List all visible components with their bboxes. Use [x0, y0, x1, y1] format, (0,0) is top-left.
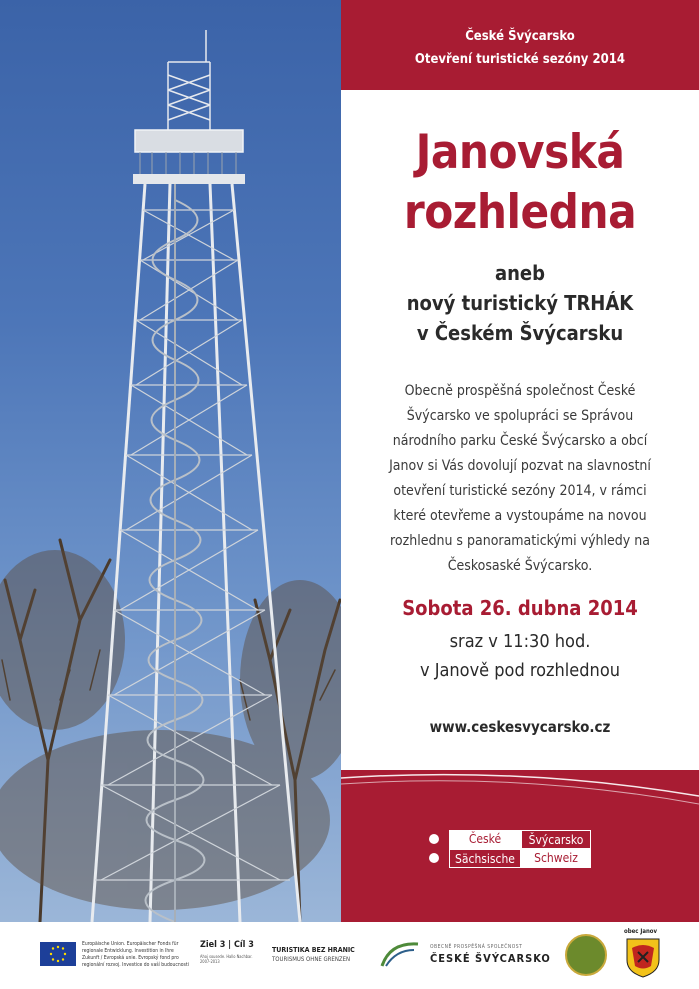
subtitle: [341, 258, 699, 348]
ops-swoosh-icon: [380, 938, 424, 970]
body-line-5: otevření turistické sezóny 2014, v rámci: [393, 483, 647, 499]
tower-photo: [0, 0, 341, 922]
title-line-2: rozhledna: [403, 185, 637, 240]
header-event: Otevření turistické sezóny 2014: [414, 52, 626, 67]
event-details: [341, 627, 699, 685]
eu-text: Europäische Union. Europäischer Fonds für regionale Entwicklung. Investition in Ihre Zukunft / Evropská unie. Evropský fond pro regionální rozvoj. Investice do vaší budoucnosti: [82, 941, 189, 968]
ops-small-text: OBECNĚ PROSPĚŠNÁ SPOLEČNOST: [430, 944, 523, 950]
title-line-1: Janovská: [415, 125, 625, 180]
header-band: [341, 0, 699, 90]
invitation-panel: [341, 0, 699, 922]
national-park-badge-icon: [565, 934, 607, 976]
invitation-text: [355, 379, 685, 579]
subtitle-line-1: aneb: [494, 261, 546, 285]
ziel-logo: Ziel 3 | Cíl 3: [200, 940, 254, 950]
page-title: [341, 123, 699, 243]
body-line-8: Českosaské Švýcarsko.: [447, 558, 593, 574]
tourism-subtitle: TOURISMUS OHNE GRENZEN: [272, 956, 351, 963]
region-logo: [439, 830, 597, 870]
event-time: sraz v 11:30 hod.: [449, 631, 591, 652]
header-region: České Švýcarsko: [465, 29, 575, 44]
body-line-6: které otevřeme a vystoupáme na novou: [393, 508, 647, 524]
logo-dot-bottom: [429, 853, 439, 863]
logo-cz-first: České: [449, 830, 521, 849]
subtitle-line-3: v Českém Švýcarsku: [416, 321, 624, 345]
website-link[interactable]: www.ceskesvycarsko.cz: [429, 718, 611, 736]
event-date: Sobota 26. dubna 2014: [402, 596, 638, 620]
body-line-2: Švýcarsko ve spolupráci se Správou: [406, 408, 634, 424]
body-line-1: Obecně prospěšná společnost České: [404, 383, 636, 399]
logo-de-second: Schweiz: [521, 849, 591, 868]
logo-de-first: Sächsische: [449, 849, 521, 868]
logo-cz-second: Švýcarsko: [521, 830, 591, 849]
eu-flag-icon: [40, 942, 76, 966]
logo-dot-top: [429, 834, 439, 844]
subtitle-line-2: nový turistický TRHÁK: [406, 291, 634, 315]
coat-of-arms-icon: [626, 938, 660, 978]
body-line-3: národního parku České Švýcarsko a obcí: [392, 433, 648, 449]
event-place: v Janově pod rozhlednou: [419, 660, 620, 681]
body-line-4: Janov si Vás dovolují pozvat na slavnostní: [389, 458, 651, 474]
body-line-7: rozhlednu s panoramatickými výhledy na: [390, 533, 650, 549]
obec-label: obec Janov: [624, 928, 658, 935]
tourism-title: TURISTIKA BEZ HRANIC: [272, 946, 355, 954]
tower-illustration: [0, 0, 341, 922]
ops-name: ČESKÉ ŠVÝCARSKO: [430, 952, 551, 965]
partner-footer: [0, 922, 699, 989]
ziel-subtext: Ahoj sousede. Hallo Nachbar. 2007-2013: [200, 954, 253, 964]
logo-band: [341, 770, 699, 922]
